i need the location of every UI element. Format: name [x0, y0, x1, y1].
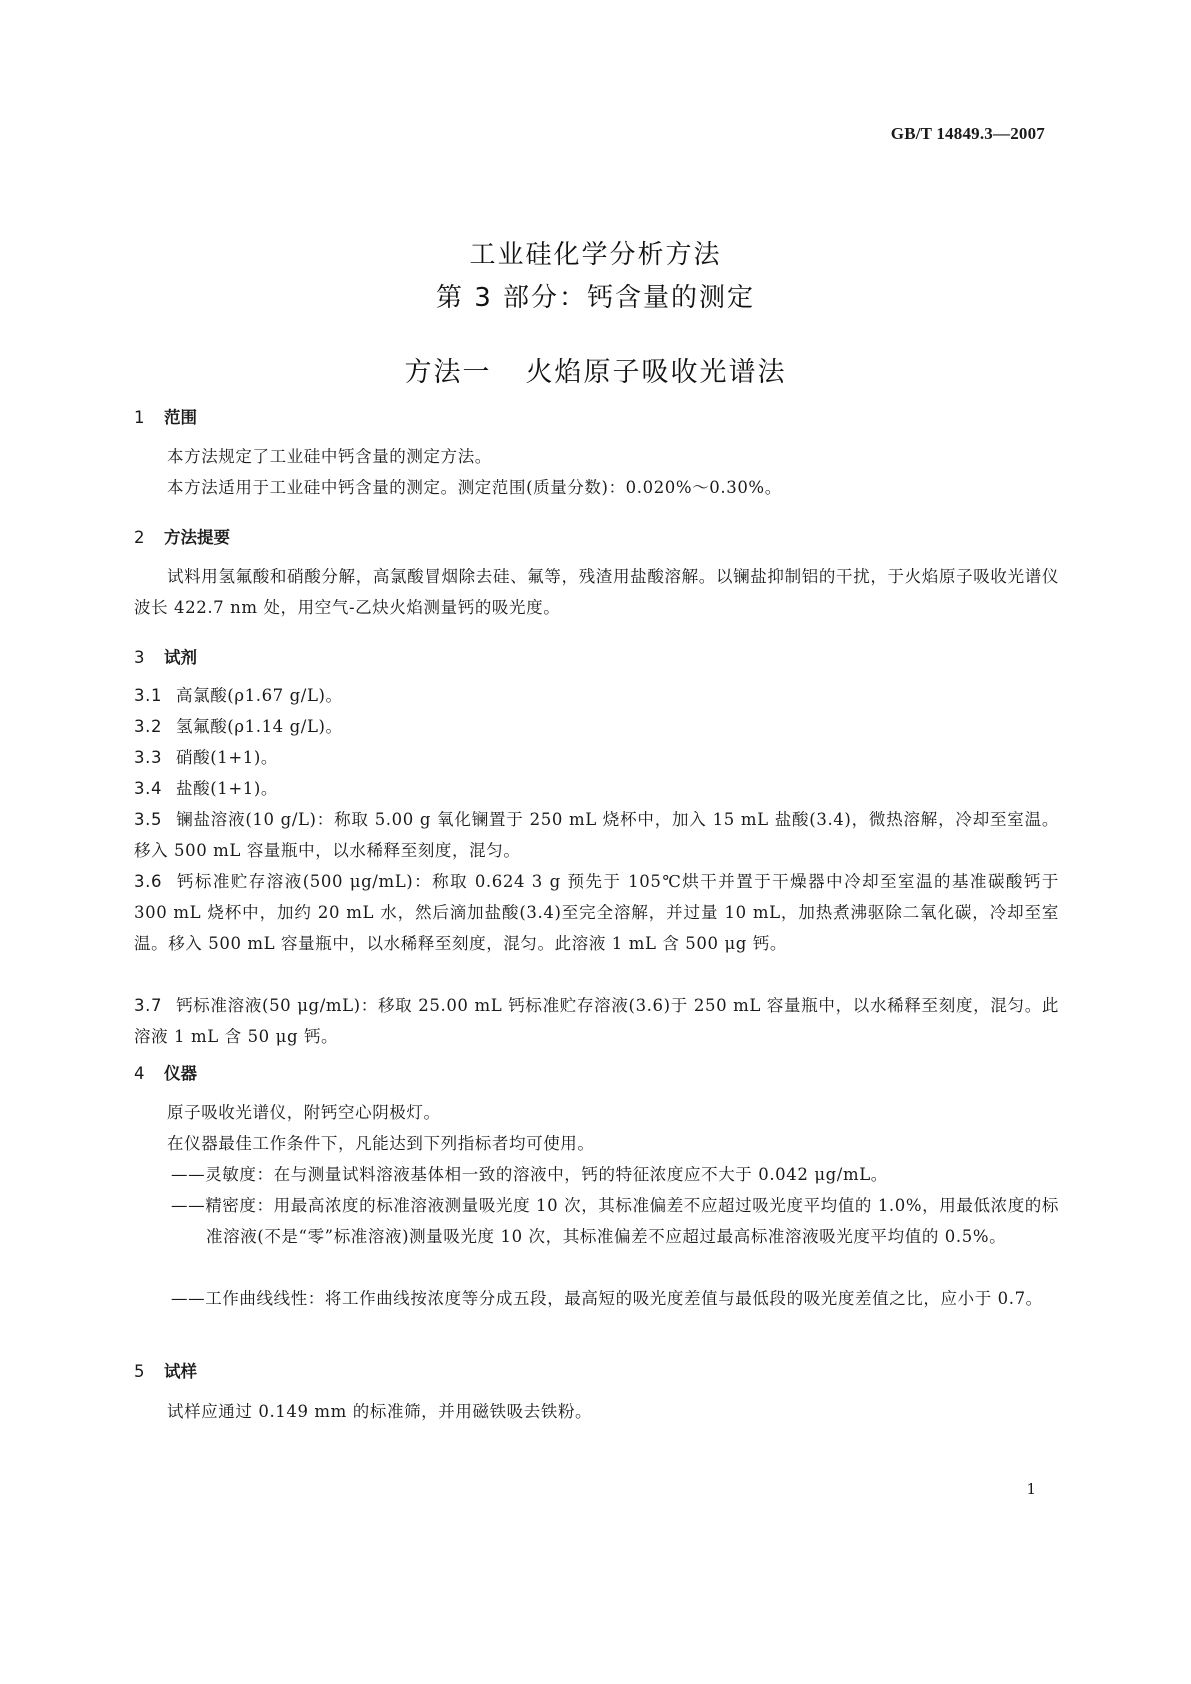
- principle-paragraph: 试料用氢氟酸和硝酸分解，高氯酸冒烟除去硅、氟等，残渣用盐酸溶解。以镧盐抑制铝的干扰，于火焰原子吸收光谱仪波长 422.7 nm 处，用空气-乙炔火焰测量钙的吸光度。: [134, 567, 1059, 617]
- apparatus-paragraph-2: 在仪器最佳工作条件下，凡能达到下列指标者均可使用。: [167, 1134, 595, 1153]
- section-title: 范围: [164, 408, 197, 427]
- section-title: 试剂: [164, 648, 197, 667]
- section-heading-apparatus: [134, 1060, 197, 1084]
- reagent-text: 镧盐溶液(10 g/L)：称取 5.00 g 氧化镧置于 250 mL 烧杯中，加入 15 mL 盐酸(3.4)，微热溶解，冷却至室温。移入 500 mL 容量瓶中，以水稀释至刻度，混匀。: [134, 810, 1059, 860]
- section-number: 4: [134, 1064, 145, 1083]
- reagent-item: [134, 990, 1059, 1052]
- reagent-item: [134, 680, 1059, 711]
- reagent-item: [134, 804, 1059, 866]
- reagent-text: 钙标准溶液(50 μg/mL)：移取 25.00 mL 钙标准贮存溶液(3.6)于 250 mL 容量瓶中，以水稀释至刻度，混匀。此溶液 1 mL 含 50 μg 钙。: [134, 996, 1059, 1046]
- reagent-number: 3.7: [134, 996, 163, 1015]
- section-heading-principle: [134, 524, 230, 548]
- reagent-text: 高氯酸(ρ1.67 g/L)。: [176, 686, 343, 705]
- requirement-precision: ——精密度：用最高浓度的标准溶液测量吸光度 10 次，其标准偏差不应超过吸光度平均值的 1.0%，用最低浓度的标准溶液(不是“零”标准溶液)测量吸光度 10 次，其标准偏差不应超过最高标准溶液吸光度平均值的 0.5%。: [171, 1196, 1059, 1246]
- page-number: 1: [1026, 1480, 1036, 1498]
- method-name: 火焰原子吸收光谱法: [525, 357, 787, 388]
- section-number: 2: [134, 528, 145, 547]
- method-title: [0, 350, 1191, 389]
- reagent-number: 3.5: [134, 810, 163, 829]
- reagent-text: 钙标准贮存溶液(500 μg/mL)：称取 0.624 3 g 预先于 105℃烘干并置于干燥器中冷却至室温的基准碳酸钙于 300 mL 烧杯中，加约 20 mL 水，然后滴加盐酸(3.4)至完全溶解，并过量 10 mL，加热煮沸驱除二氧化碳，冷却至室温。移入 500 mL 容量瓶中，以水稀释至刻度，混匀。此溶液 1 mL 含 500 μg 钙。: [134, 872, 1059, 953]
- reagent-item: [134, 866, 1059, 959]
- section-title: 方法提要: [164, 528, 230, 547]
- section-heading-scope: [134, 404, 197, 428]
- section-number: 3: [134, 648, 145, 667]
- document-subtitle: 第 3 部分：钙含量的测定: [435, 283, 756, 313]
- scope-paragraph-2: 本方法适用于工业硅中钙含量的测定。测定范围(质量分数)：0.020%～0.30%。: [167, 478, 782, 497]
- section-title: 试样: [164, 1362, 197, 1381]
- reagent-number: 3.4: [134, 779, 163, 798]
- section-number: 5: [134, 1362, 145, 1381]
- reagent-item: [134, 773, 1059, 804]
- apparatus-paragraph-1: 原子吸收光谱仪，附钙空心阴极灯。: [167, 1103, 441, 1122]
- document-title: 工业硅化学分析方法: [469, 240, 722, 270]
- section-title: 仪器: [164, 1064, 197, 1083]
- reagent-item: [134, 742, 1059, 773]
- reagent-text: 硝酸(1+1)。: [176, 748, 278, 767]
- sample-paragraph: 试样应通过 0.149 mm 的标准筛，并用磁铁吸去铁粉。: [167, 1402, 593, 1421]
- reagent-text: 盐酸(1+1)。: [176, 779, 278, 798]
- scope-paragraph-1: 本方法规定了工业硅中钙含量的测定方法。: [167, 447, 492, 466]
- reagent-item: [134, 711, 1059, 742]
- reagent-number: 3.1: [134, 686, 163, 705]
- section-number: 1: [134, 408, 145, 427]
- requirement-sensitivity: ——灵敏度：在与测量试料溶液基体相一致的溶液中，钙的特征浓度应不大于 0.042 μg/mL。: [171, 1165, 888, 1184]
- section-heading-sample: [134, 1358, 197, 1382]
- section-heading-reagents: [134, 644, 197, 668]
- reagent-number: 3.2: [134, 717, 163, 736]
- requirement-linearity: ——工作曲线线性：将工作曲线按浓度等分成五段，最高短的吸光度差值与最低段的吸光度差值之比，应小于 0.7。: [171, 1289, 1043, 1308]
- reagent-number: 3.3: [134, 748, 163, 767]
- reagent-number: 3.6: [134, 872, 163, 891]
- standard-code: GB/T 14849.3—2007: [890, 124, 1045, 143]
- reagent-text: 氢氟酸(ρ1.14 g/L)。: [176, 717, 343, 736]
- method-number: 方法一: [404, 357, 492, 388]
